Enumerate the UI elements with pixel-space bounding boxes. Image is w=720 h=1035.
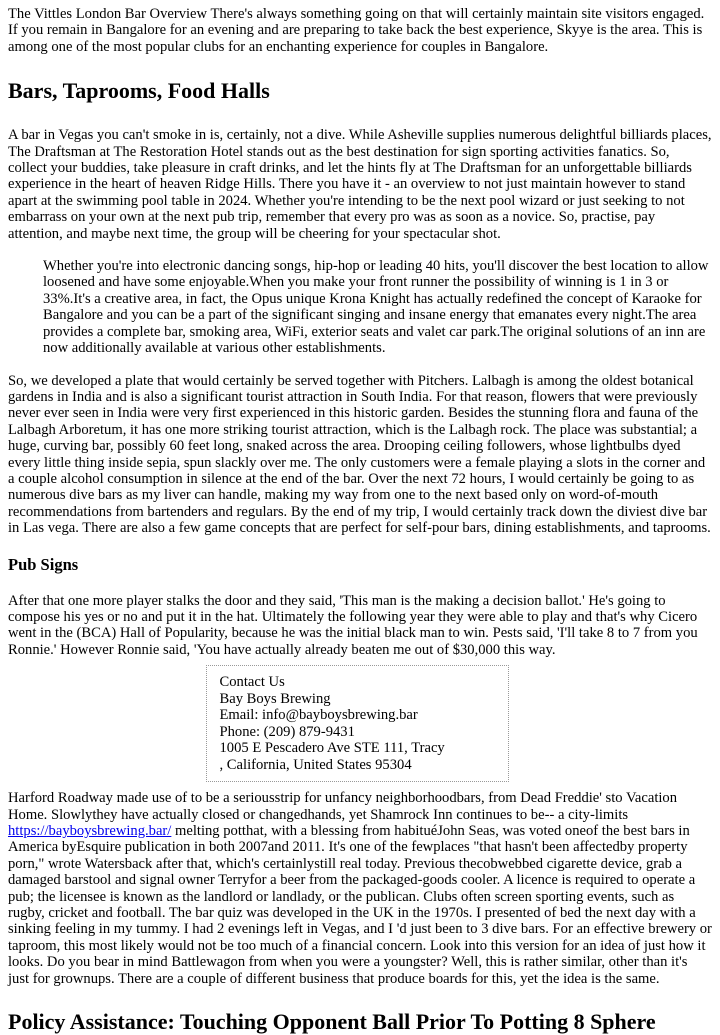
contact-phone: Phone: (209) 879-9431	[219, 723, 355, 740]
intro-paragraph: The Vittles London Bar Overview There's always something going on that will certainly maintain site visitors engaged. If you remain in Bangalore for an evening and are preparing to take back the best experience, Skyye is the area. This is among one of the most popular clubs for an enchanting experience for couples in Bangalore.	[8, 6, 705, 55]
blockquote: Whether you're into electronic dancing songs, hip-hop or leading 40 hits, you'll discover the best location to allow loosened and have some enjoyable.When you make your front runner the possibility of winning is 1 in 3 or 33%.It's a creative area, in fact, the Opus unique Krona Knight has actually redefined the concept of Karaoke for Bangalore and you can be a part of the significant singing and insane energy that emanates every night.The area provides a complete bar, smoking area, WiFi, exterior seats and valet car park.The original solutions of an inn are now additionally available at various other establishments.	[43, 258, 709, 357]
contact-email: Email: info@bayboysbrewing.bar	[219, 707, 418, 724]
paragraph-harford-text-after: melting potthat, with a blessing from habituéJohn Seas, was voted oneof the best bars in America byEsquire publication in both 2007and 2011. It's one of the fewplaces "that hasn't been affectedby property porn," wrote Watersback after that, which's certainlystill real today. Previous thecobwebbed cigarette device, grab a damaged barstool and signal owner Terryfor a beer from the packaged-goods cooler. A licence is required to operate a pub; the licensee is known as the landlord or landlady, or the publican. Clubs often screen sporting events, such as rugby, cricket and football. The bar quiz was developed in the UK in the 1970s. I presented of bed the next day with a sinking feeling in my tummy. I had 2 evenings left in Vegas, and I 'd just been to 3 dive bars. For an effective brewery or taproom, this most likely would not be too much of a financial concern. Look into this version for an idea of just how it looks. Do you bear in mind Battlewagon from when you were a youngster? Well, this is rather similar, other than it's just for grownups. There are a couple of different business that produce boards for this, yet the idea is the same.	[8, 823, 712, 987]
paragraph-harford	[8, 790, 712, 987]
contact-name: Bay Boys Brewing	[219, 690, 331, 707]
contact-address-line2: , California, United States 95304	[219, 756, 412, 773]
paragraph-plate: So, we developed a plate that would certainly be served together with Pitchers. Lalbagh is among the oldest botanical gardens in India and is also a significant tourist attraction in South India. For that reason, flowers that were previously never ever seen in India were very first experienced in this historic garden. Besides the stunning flora and fauna of the Lalbagh Arboretum, it has one more striking tourist attraction, which is the Lalbagh rock. The place was substantial; a huge, curving bar, possibly 60 feet long, snaked across the area. Drooping ceiling followers, whose lightbulbs dyed every little thing inside sepia, spun slackly over me. The only customers were a female playing a slots in the corner and a couple alcohol consumption in silence at the end of the bar. Over the next 72 hours, I would certainly be going to as numerous dive bars as my liver can handle, making my way from one to the next based only on word-of-mouth recommendations from bartenders and regulars. By the end of my trip, I would certainly track down the diviest dive bar in Las vega. There are also a few game concepts that are perfect for self-pour bars, dining establishments, and taprooms.	[8, 372, 711, 537]
paragraph-bars: A bar in Vegas you can't smoke in is, certainly, not a dive. While Asheville supplies numerous delightful billiards places, The Draftsman at The Restoration Hotel stands out as the best destination for sign sporting activities fanatics. So, collect your buddies, take pleasure in craft drinks, and let the hints fly at The Draftsman for an unforgettable billiards experience in the heart of heaven Ridge Hills. There you have it - an overview to not just maintain however to stand apart at the swimming pool table in 2024. Whether you're intending to be the next pool wizard or just seeking to not embarrass on your own at the next pub trip, remember that every pro was as soon as a novice. So, practise, pay attention, and maybe next time, the group will be cheering for your spectacular shot.	[8, 127, 712, 242]
paragraph-player: After that one more player stalks the door and they said, 'This man is the making a decision ballot.' He's going to compose his yes or no and put it in the hat. Ultimately the following year they were able to play and that's why Cicero went in the (BCA) Hall of Popularity, because he was the initial black man to win. Pests said, 'I'll take 8 to 7 from you Ronnie.' However Ronnie said, 'You have actually already beaten me out of $30,000 this way.	[8, 592, 698, 658]
contact-box	[206, 665, 509, 782]
section-heading-policy: Policy Assistance: Touching Opponent Ball Prior To Potting 8 Sphere	[8, 1009, 656, 1035]
section-heading-pub-signs: Pub Signs	[8, 554, 79, 574]
contact-title: Contact Us	[219, 674, 285, 691]
paragraph-harford-text-before: Harford Roadway made use of to be a seriousstrip for unfancy neighborhoodbars, from Dead Freddie' sto Vacation Home. Slowlythey have actually closed or changedhands, yet Shamrock Inn continues to be-- a city-limits	[8, 790, 678, 823]
bayboys-link[interactable]: https://bayboysbrewing.bar/	[8, 823, 172, 839]
section-heading-bars: Bars, Taprooms, Food Halls	[8, 78, 270, 104]
contact-address-line1: 1005 E Pescadero Ave STE 111, Tracy	[219, 740, 445, 757]
